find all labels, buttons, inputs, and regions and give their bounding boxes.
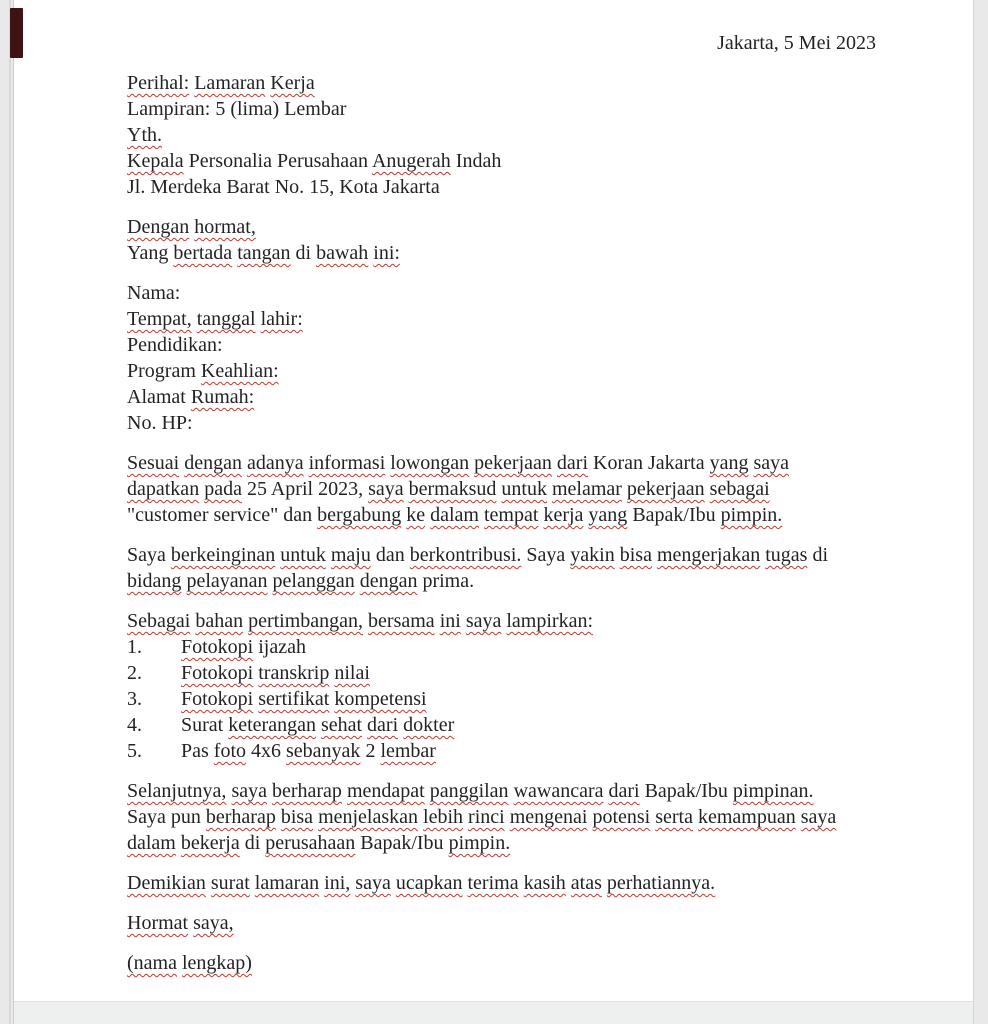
word: 2 (365, 740, 376, 762)
misspelled-word: bisa (280, 806, 314, 828)
misspelled-word: Fotokopi (181, 662, 254, 684)
misspelled-word: ini: (373, 242, 400, 264)
attachment-item-4 (127, 712, 876, 738)
misspelled-word: untuk (280, 544, 326, 566)
misspelled-word: saya (368, 478, 404, 500)
signature-placeholder-line (127, 950, 876, 976)
word: Surat (181, 714, 224, 736)
word: 15, (309, 176, 335, 198)
letter-content (127, 30, 876, 976)
list-number: 2. (127, 662, 142, 684)
misspelled-word: mengerjakan (656, 544, 761, 566)
list-number: 5. (127, 740, 142, 762)
misspelled-word: dapatkan (127, 478, 200, 500)
misspelled-word: dalam (127, 832, 176, 854)
misspelled-word: lembar (380, 740, 436, 762)
misspelled-word: Demikian (127, 872, 206, 894)
misspelled-word: bergabung (317, 504, 402, 526)
misspelled-word: sebagai (709, 478, 770, 500)
word: Lampiran: (127, 98, 211, 120)
misspelled-word: Fotokopi (181, 636, 254, 658)
paragraph-3-line-3 (127, 830, 876, 856)
word: 5 (215, 98, 226, 120)
paragraph-3-line-2 (127, 804, 876, 830)
misspelled-word: menjelaskan (318, 806, 419, 828)
misspelled-word: panggilan (429, 780, 509, 802)
word: "customer (127, 504, 209, 526)
misspelled-word: atas (570, 872, 602, 894)
misspelled-word: saya (465, 610, 502, 632)
misspelled-word: lowongan (390, 452, 470, 474)
misspelled-word: saya, (193, 912, 234, 934)
word: dan (375, 544, 405, 566)
word: Bapak/Ibu (644, 780, 728, 802)
misspelled-word: nilai (334, 662, 370, 684)
misspelled-word: bidang (127, 570, 182, 592)
word: Saya (526, 544, 566, 566)
word: Merdeka (150, 176, 222, 198)
word: di (295, 242, 312, 264)
word: Barat (226, 176, 270, 198)
misspelled-word: transkrip (258, 662, 330, 684)
misspelled-word: berharap (205, 806, 276, 828)
word: (lima) (230, 98, 280, 120)
paragraph-2-line-1 (127, 542, 876, 568)
attachment-item-5 (127, 738, 876, 764)
word: Saya (127, 806, 166, 828)
misspelled-word: maju (330, 544, 371, 566)
word: No. (274, 176, 305, 198)
misspelled-word: kemampuan (697, 806, 796, 828)
misspelled-word: tempat (484, 504, 539, 526)
misspelled-word: serta (655, 806, 693, 828)
blank-line (127, 594, 876, 608)
misspelled-word: bahan (195, 610, 244, 632)
misspelled-word: pada (204, 478, 242, 500)
misspelled-word: Fotokopi (181, 688, 254, 710)
word: di (244, 832, 261, 854)
field-phone-line (127, 410, 876, 436)
word: 5 (783, 32, 794, 54)
misspelled-word: berkontribusi. (409, 544, 522, 566)
field-name-line (127, 280, 876, 306)
recipient-address-line (127, 174, 876, 200)
word: 2023 (836, 32, 876, 54)
misspelled-word: berkeinginan (170, 544, 276, 566)
paragraph-2-line-2 (127, 568, 876, 594)
misspelled-word: (nama (127, 952, 177, 974)
misspelled-word: foto (213, 740, 247, 762)
word: Pendidikan: (127, 334, 223, 356)
misspelled-word: pelayanan (186, 570, 268, 592)
misspelled-word: Lamaran (194, 72, 266, 94)
misspelled-word: sebanyak (286, 740, 361, 762)
misspelled-word: dari (608, 780, 640, 802)
blank-line (127, 936, 876, 950)
misspelled-word: dari (556, 452, 588, 474)
misspelled-word: bersama (368, 610, 435, 632)
bottom-background-band (0, 1001, 988, 1024)
field-education-line (127, 332, 876, 358)
misspelled-word: Kerja (270, 72, 315, 94)
misspelled-word: kompetensi (334, 688, 427, 710)
attachment-item-3 (127, 686, 876, 712)
misspelled-word: dengan (184, 452, 242, 474)
misspelled-word: pertimbangan, (248, 610, 364, 632)
misspelled-word: Tempat, (127, 308, 192, 330)
misspelled-word: bawah (316, 242, 369, 264)
attachment-item-2 (127, 660, 876, 686)
list-number: 1. (127, 636, 142, 658)
misspelled-word: bermaksud (408, 478, 497, 500)
misspelled-word: pimpin. (720, 504, 783, 526)
right-page-gutter (973, 0, 988, 1024)
word: Jakarta, (717, 32, 779, 54)
greeting-line (127, 214, 876, 240)
signoff-line (127, 910, 876, 936)
misspelled-word: untuk (501, 478, 547, 500)
blank-line (127, 200, 876, 214)
misspelled-word: rinci (468, 806, 505, 828)
word: 2023, (318, 478, 364, 500)
blank-line (127, 436, 876, 450)
misspelled-word: tangan (237, 242, 291, 264)
closing-line (127, 870, 876, 896)
misspelled-word: lengkap) (181, 952, 252, 974)
word: Personalia (188, 150, 272, 172)
corner-mark (10, 8, 23, 58)
recipient-name-line (127, 148, 876, 174)
misspelled-word: Rumah: (190, 386, 255, 408)
word: Koran (593, 452, 643, 474)
misspelled-word: berharap (271, 780, 342, 802)
word: ijazah (258, 636, 306, 658)
word: Nama: (127, 282, 181, 304)
misspelled-word: saya (753, 452, 790, 474)
left-page-gutter (0, 0, 14, 1024)
misspelled-word: melamar (551, 478, 622, 500)
word: dan (283, 504, 313, 526)
blank-line (127, 56, 876, 70)
misspelled-word: bisa (619, 544, 652, 566)
paragraph-1-line-3 (127, 502, 876, 528)
misspelled-word: pimpin. (448, 832, 511, 854)
misspelled-word: Anugerah (371, 150, 451, 172)
misspelled-word: dalam (430, 504, 479, 526)
word: Yang (127, 242, 169, 264)
misspelled-word: Dengan (127, 216, 190, 238)
list-number: 4. (127, 714, 142, 736)
misspelled-word: Keahlian: (200, 360, 279, 382)
misspelled-word: bekerja (180, 832, 240, 854)
misspelled-word: pelanggan (272, 570, 355, 592)
word: Lembar (284, 98, 347, 120)
misspelled-word: wawancara (513, 780, 604, 802)
misspelled-word: kerja (543, 504, 584, 526)
misspelled-word: potensi (592, 806, 651, 828)
date-line (127, 30, 876, 56)
misspelled-word: Yth. (127, 124, 162, 146)
word: Kota (339, 176, 379, 198)
misspelled-word: ini, (324, 872, 351, 894)
word: Program (127, 360, 196, 382)
misspelled-word: perusahaan (265, 832, 356, 854)
word: service" (213, 504, 279, 526)
misspelled-word: bertada (173, 242, 233, 264)
paragraph-1-line-1 (127, 450, 876, 476)
blank-line (127, 896, 876, 910)
intro-line (127, 240, 876, 266)
misspelled-word: keterangan (228, 714, 316, 736)
misspelled-word: yang (588, 504, 628, 526)
misspelled-word: informasi (308, 452, 386, 474)
misspelled-word: Kepala (127, 150, 184, 172)
misspelled-word: hormat, (194, 216, 256, 238)
subject-line (127, 70, 876, 96)
word: HP: (161, 412, 193, 434)
word: pun (170, 806, 201, 828)
attachment-line (127, 96, 876, 122)
list-number: 3. (127, 688, 142, 710)
word: Mei (798, 32, 831, 54)
paragraph-1-line-2 (127, 476, 876, 502)
word: Jakarta (383, 176, 440, 198)
misspelled-word: surat (210, 872, 250, 894)
misspelled-word: yang (709, 452, 749, 474)
word: Jakarta (647, 452, 705, 474)
misspelled-word: ke (406, 504, 426, 526)
misspelled-word: ucapkan (395, 872, 463, 894)
misspelled-word: kasih (523, 872, 566, 894)
blank-line (127, 764, 876, 778)
misspelled-word: lampirkan: (506, 610, 593, 632)
misspelled-word: sehat (320, 714, 363, 736)
misspelled-word: saya (231, 780, 267, 802)
word: Perusahaan (276, 150, 369, 172)
misspelled-word: lahir: (260, 308, 303, 330)
word: April (270, 478, 314, 500)
word: Bapak/Ibu (360, 832, 444, 854)
misspelled-word: sertifikat (258, 688, 330, 710)
blank-line (127, 856, 876, 870)
misspelled-word: dari (367, 714, 399, 736)
field-program-line (127, 358, 876, 384)
field-birth-line (127, 306, 876, 332)
recipient-salutation-line (127, 122, 876, 148)
word: Pas (181, 740, 209, 762)
misspelled-word: Sebagai (127, 610, 191, 632)
word: Alamat (127, 386, 186, 408)
misspelled-word: tugas (765, 544, 808, 566)
misspelled-word: Hormat (127, 912, 189, 934)
misspelled-word: dokter (403, 714, 455, 736)
blank-line (127, 266, 876, 280)
attachments-intro-line (127, 608, 876, 634)
word: 25 (246, 478, 267, 500)
misspelled-word: mendapat (346, 780, 425, 802)
misspelled-word: perhatiannya. (606, 872, 716, 894)
field-address-line (127, 384, 876, 410)
misspelled-word: saya (800, 806, 837, 828)
misspelled-word: Sesuai (127, 452, 180, 474)
paragraph-3-line-1 (127, 778, 876, 804)
misspelled-word: saya (355, 872, 391, 894)
misspelled-word: mengenai (509, 806, 588, 828)
misspelled-word: pekerjaan (626, 478, 705, 500)
misspelled-word: lamaran (254, 872, 320, 894)
misspelled-word: pekerjaan (474, 452, 552, 474)
misspelled-word: yakin (570, 544, 615, 566)
word: prima. (422, 570, 475, 592)
misspelled-word: Selanjutnya, (127, 780, 227, 802)
misspelled-word: terima (467, 872, 519, 894)
word: di (812, 544, 829, 566)
word: Saya (127, 544, 166, 566)
misspelled-word: dengan (359, 570, 418, 592)
word: Bapak/Ibu (632, 504, 716, 526)
word: Indah (455, 150, 502, 172)
misspelled-word: ini (439, 610, 461, 632)
word: 4x6 (251, 740, 282, 762)
misspelled-word: lebih (423, 806, 464, 828)
word: No. (127, 412, 157, 434)
misspelled-word: adanya (246, 452, 304, 474)
attachment-item-1 (127, 634, 876, 660)
misspelled-word: pimpinan. (732, 780, 814, 802)
misspelled-word: Perihal: (127, 72, 190, 94)
misspelled-word: tanggal (196, 308, 256, 330)
word: Jl. (127, 176, 146, 198)
blank-line (127, 528, 876, 542)
